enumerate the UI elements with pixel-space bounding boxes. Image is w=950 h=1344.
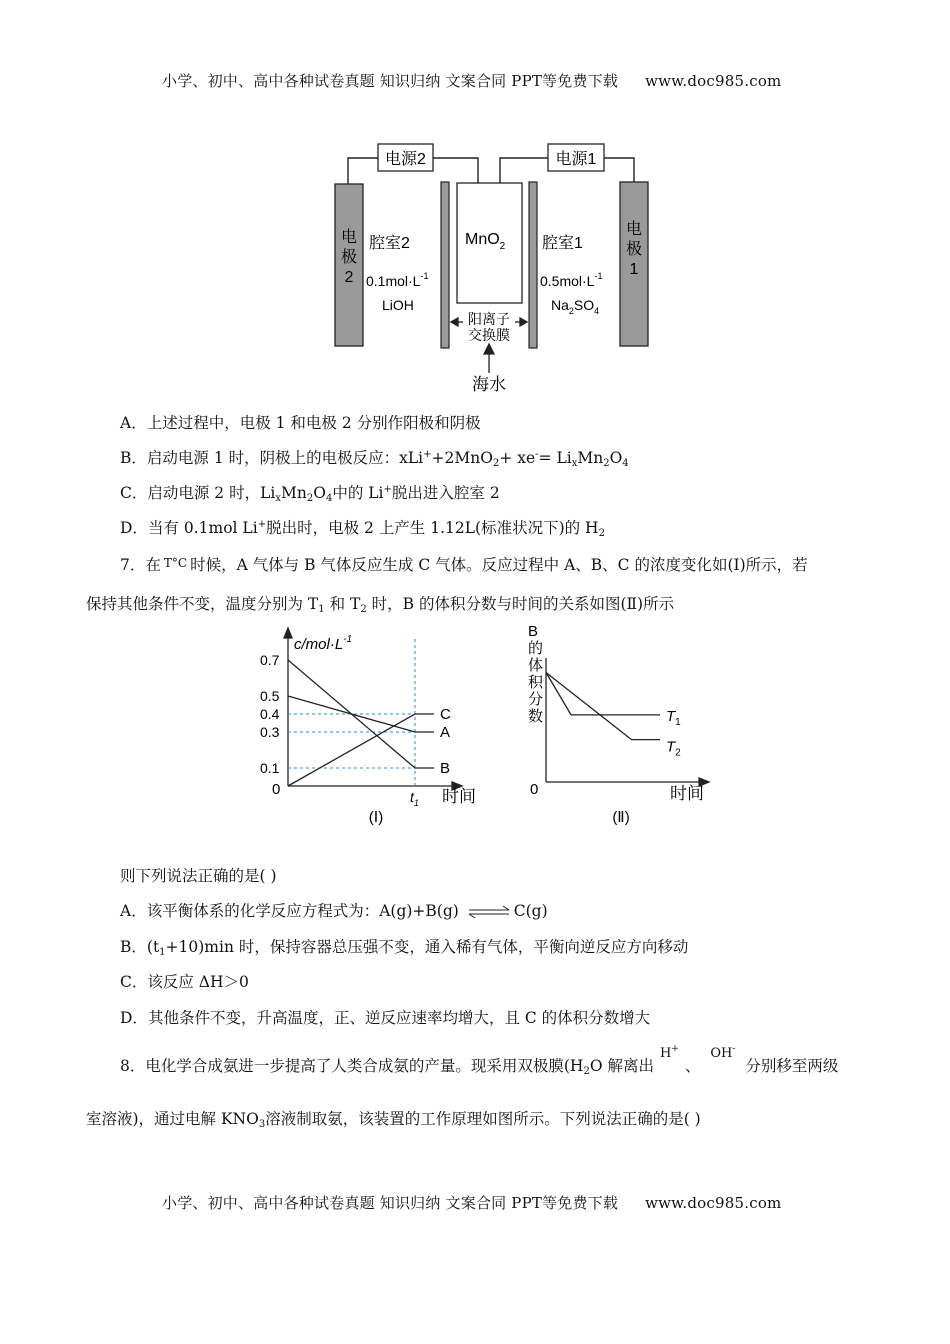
header-url[interactable]: www.doc985.com bbox=[645, 72, 782, 90]
header-text: 小学、初中、高中各种试卷真题 知识归纳 文案合同 PPT等免费下载 bbox=[162, 72, 619, 90]
chart2-series-T2 bbox=[546, 673, 660, 740]
chart1-series-label: A bbox=[440, 724, 451, 741]
chart2-origin: 0 bbox=[530, 781, 539, 798]
concentration-chart bbox=[250, 622, 500, 837]
chart1-xtick: $t_1$ bbox=[410, 789, 419, 808]
chamber-1-conc: $0.5mol\cdot L^{-1}$ bbox=[540, 271, 603, 289]
q8-stem-line1: 8．电化学合成氨进一步提高了人类合成氨的产量。现采用双极膜(H2O 解离出H+、OH-分别移至两级 bbox=[120, 1044, 839, 1077]
chart2-xlabel: 时间 bbox=[670, 784, 704, 803]
chart1-ytick-label: 0.5 bbox=[260, 688, 280, 704]
chart1-ytick-label: 0.7 bbox=[260, 652, 280, 668]
cation-membrane-left bbox=[441, 182, 449, 348]
q7-stem-line2: 保持其他条件不变，温度分别为 T1 和 T2 时，B 的体积分数与时间的关系如图(Ⅱ)所示 bbox=[86, 595, 675, 615]
power-source-1-label: 电源1 bbox=[555, 151, 597, 168]
volume-fraction-chart bbox=[510, 618, 720, 837]
page-header bbox=[162, 70, 781, 91]
electrode-1-char: 1 bbox=[629, 261, 639, 278]
chart2-ylabel-char: 体 bbox=[528, 657, 544, 674]
oh-ion: OH- bbox=[710, 1044, 736, 1061]
electrode-2-char: 极 bbox=[340, 249, 358, 266]
q6-option-a: A．上述过程中，电极 1 和电极 2 分别作阳极和阴极 bbox=[120, 414, 481, 432]
membrane-label-line2: 交换膜 bbox=[468, 327, 510, 343]
chamber-2-conc: $0.1mol\cdot L^{-1}$ bbox=[366, 271, 429, 289]
chart1-ytick-label: 0.1 bbox=[260, 760, 280, 776]
chart2-ylabel-char: 积 bbox=[528, 674, 544, 691]
h-ion: H+ bbox=[659, 1044, 679, 1061]
page-footer bbox=[162, 1192, 781, 1213]
q7-option-c: C．该反应 ΔH＞0 bbox=[120, 973, 249, 991]
chamber-1-solute: $Na_2SO_4$ bbox=[551, 297, 600, 316]
chart1-ylabel: $c/mol\cdot L^{-1}$ bbox=[294, 634, 353, 653]
cation-membrane-right bbox=[529, 182, 537, 348]
footer-url[interactable]: www.doc985.com bbox=[645, 1194, 782, 1212]
q7-option-a: A．该平衡体系的化学反应方程式为：A(g)+B(g) C(g) bbox=[120, 902, 548, 920]
chart1-series-label: C bbox=[440, 706, 451, 723]
chart1-ytick-label: 0.4 bbox=[260, 706, 280, 722]
chart1-xlabel: 时间 bbox=[442, 787, 476, 806]
chart2-ylabel-char: 数 bbox=[528, 708, 544, 725]
seawater-label: 海水 bbox=[472, 375, 506, 393]
chart1-series-label: B bbox=[440, 760, 451, 777]
chamber-2-solute: LiOH bbox=[382, 297, 414, 313]
chart2-series-label: $T_1$ bbox=[666, 707, 681, 728]
electrode-2-char: 电 bbox=[340, 229, 358, 246]
q7-option-d: D．其他条件不变，升高温度，正、逆反应速率均增大，且 C 的体积分数增大 bbox=[120, 1009, 651, 1027]
chart2-caption: (Ⅱ) bbox=[612, 809, 630, 826]
chamber-2-label: 腔室2 bbox=[369, 235, 410, 252]
q7-stem-line1: 7．在 T°C 时候，A 气体与 B 气体反应生成 C 气体。反应过程中 A、B、C 的浓度变化如(Ⅰ)所示，若 bbox=[120, 556, 808, 574]
q6-option-c: C．启动电源 2 时，LixMn2O4中的 Li+脱出进入腔室 2 bbox=[120, 484, 500, 504]
chart1-origin: 0 bbox=[272, 781, 281, 798]
chart2-ylabel-char: 分 bbox=[528, 691, 544, 708]
chamber-1-label: 腔室1 bbox=[542, 235, 583, 252]
footer-text: 小学、初中、高中各种试卷真题 知识归纳 文案合同 PPT等免费下载 bbox=[162, 1194, 619, 1212]
chart2-ylabel-char: B bbox=[528, 623, 539, 640]
q6-option-d: D．当有 0.1mol Li+脱出时，电极 2 上产生 1.12L(标准状况下)的 H2 bbox=[120, 519, 605, 539]
power-source-2-label: 电源2 bbox=[385, 151, 426, 168]
chart1-ytick-label: 0.3 bbox=[260, 724, 280, 740]
q7-option-b: B．(t1+10)min 时，保持容器总压强不变，通入稀有气体，平衡向逆反应方向移动 bbox=[120, 938, 689, 958]
chart2-ylabel-char: 的 bbox=[528, 640, 544, 657]
membrane-label-line1: 阳离子 bbox=[468, 311, 510, 327]
equilibrium-arrow-icon bbox=[467, 905, 511, 919]
q7-prompt: 则下列说法正确的是( ) bbox=[120, 867, 277, 885]
mno2-label: MnO$_2$ bbox=[465, 231, 506, 252]
electrode-1-char: 电 bbox=[625, 221, 643, 238]
electrode-2-char: 2 bbox=[344, 269, 354, 286]
chart1-series-C bbox=[288, 714, 434, 786]
chart2-series-T1 bbox=[546, 673, 660, 715]
electrolysis-diagram bbox=[330, 138, 660, 393]
q6-option-b: B．启动电源 1 时，阴极上的电极反应：xLi++2MnO2+ xe-= LixMn2O4 bbox=[120, 449, 629, 469]
electrode-1-char: 极 bbox=[625, 241, 643, 258]
q8-stem-line2: 室溶液)，通过电解 KNO3溶液制取氨，该装置的工作原理如图所示。下列说法正确的是( ) bbox=[86, 1110, 701, 1130]
chart1-caption: (Ⅰ) bbox=[368, 809, 384, 826]
chart2-series-label: $T_2$ bbox=[666, 738, 681, 759]
